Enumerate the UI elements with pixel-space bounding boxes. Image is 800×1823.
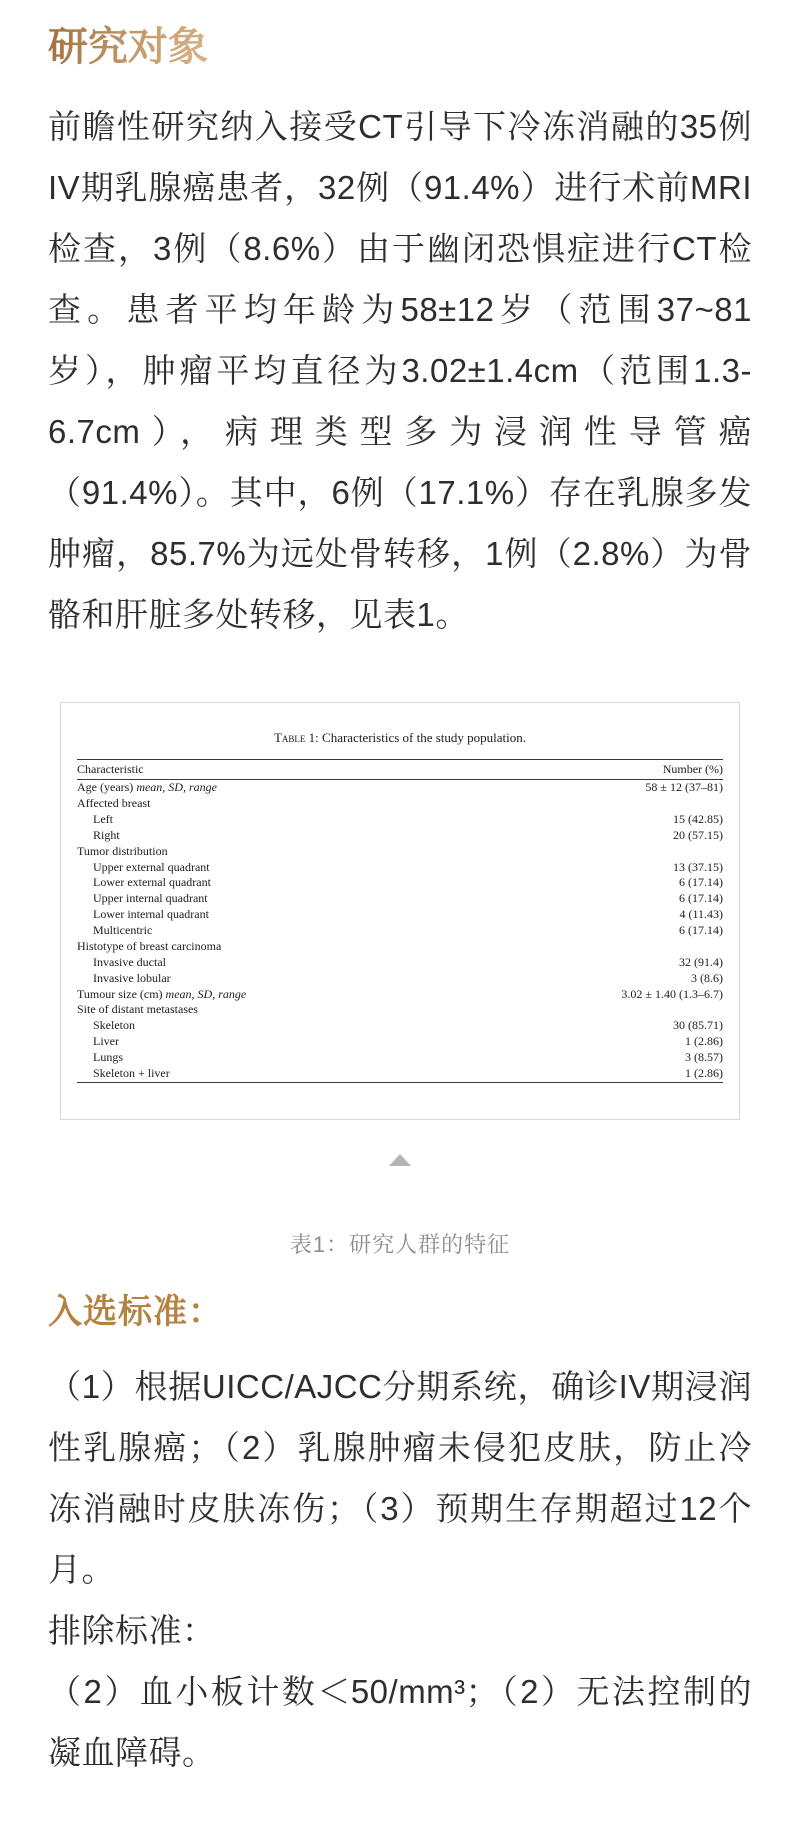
row-value: 15 (42.85) xyxy=(673,811,723,826)
table-row xyxy=(77,1034,723,1050)
row-label-italic: mean, SD, range xyxy=(165,986,247,1001)
table1-title-label: Table 1: xyxy=(273,730,319,745)
row-label: Lungs xyxy=(93,1050,123,1065)
column-header-characteristic: Characteristic xyxy=(77,760,481,780)
row-label: Upper external quadrant xyxy=(93,859,210,874)
table-body xyxy=(77,780,723,1083)
row-label: Affected breast xyxy=(77,796,151,811)
row-label: Invasive lobular xyxy=(93,970,171,985)
row-label: Right xyxy=(93,827,120,842)
table-row xyxy=(77,1050,723,1066)
row-label: Lower internal quadrant xyxy=(93,907,209,922)
row-value: 58 ± 12 (37–81) xyxy=(645,780,723,795)
row-label: Multicentric xyxy=(93,923,153,938)
row-value: 4 (11.43) xyxy=(679,907,723,922)
row-label: Invasive ductal xyxy=(93,954,166,969)
row-value: 3.02 ± 1.40 (1.3–6.7) xyxy=(621,986,723,1001)
row-value: 20 (57.15) xyxy=(673,827,723,842)
row-value: 6 (17.14) xyxy=(679,923,723,938)
table-row xyxy=(77,780,723,796)
row-label: Site of distant metastases xyxy=(77,1002,198,1017)
inclusion-criteria-paragraph: （1）根据UICC/AJCC分期系统，确诊IV期浸润性乳腺癌；（2）乳腺肿瘤未侵犯皮肤，防止冷冻消融时皮肤冻伤；（3）预期生存期超过12个月。 xyxy=(48,1367,752,1588)
exclusion-criteria-paragraph: （2）血小板计数＜50/mm³；（2）无法控制的凝血障碍。 xyxy=(48,1672,752,1771)
table-row xyxy=(77,859,723,875)
table-row xyxy=(77,939,723,955)
table-row xyxy=(77,891,723,907)
row-value: 6 (17.14) xyxy=(679,875,723,890)
table-row xyxy=(77,907,723,923)
exclusion-criteria-title: 排除标准： xyxy=(48,1611,216,1649)
row-label: Lower external quadrant xyxy=(93,875,211,890)
row-value: 3 (8.6) xyxy=(691,970,723,985)
row-label: Skeleton + liver xyxy=(93,1065,170,1080)
table1-title-text: Characteristics of the study population. xyxy=(318,730,527,745)
row-value xyxy=(481,844,723,860)
row-label-italic: mean, SD, range xyxy=(136,780,217,795)
row-value: 32 (91.4) xyxy=(679,954,723,969)
section-title-inclusion-criteria: 入选标准： xyxy=(48,1292,223,1331)
triangle-up-icon xyxy=(389,1154,411,1166)
row-value: 13 (37.15) xyxy=(673,859,723,874)
table-header xyxy=(77,760,723,780)
study-population-paragraph: 前瞻性研究纳入接受CT引导下冷冻消融的35例IV期乳腺癌患者，32例（91.4%）进行术前MRI检查，3例（8.6%）由于幽闭恐惧症进行CT检查。患者平均年龄为58±12岁（范围37~81岁），肿瘤平均直径为3.02±1.4cm（范围1.3-6.7cm），病理类型多为浸润性导管癌（91.4%）。其中，6例（17.1%）存在乳腺多发肿瘤，85.7%为远处骨转移，1例（2.8%）为骨骼和肝脏多处转移，见表1。 xyxy=(48,108,752,633)
row-value: 6 (17.14) xyxy=(679,891,723,906)
table-row xyxy=(77,986,723,1002)
table-row xyxy=(77,923,723,939)
row-value: 30 (85.71) xyxy=(673,1018,723,1033)
table-row xyxy=(77,1018,723,1034)
row-label: Tumour size (cm) mean, SD, range xyxy=(77,986,247,1001)
table-row xyxy=(77,844,723,860)
row-value xyxy=(481,796,723,812)
row-label: Left xyxy=(93,811,113,826)
table-row xyxy=(77,796,723,812)
table-row xyxy=(77,1066,723,1082)
table-row xyxy=(77,971,723,987)
table-row xyxy=(77,875,723,891)
row-label: Age (years) mean, SD, range xyxy=(77,780,217,795)
column-header-number: Number (%) xyxy=(481,760,723,780)
table-header-row xyxy=(77,760,723,780)
section-title-study-population: 研究对象 xyxy=(48,24,208,69)
table-row xyxy=(77,812,723,828)
row-value: 1 (2.86) xyxy=(685,1065,723,1080)
row-label: Tumor distribution xyxy=(77,843,168,858)
table-row xyxy=(77,828,723,844)
table1-figure-image xyxy=(60,702,740,1120)
row-value xyxy=(481,1002,723,1018)
row-value xyxy=(481,939,723,955)
table-row xyxy=(77,1002,723,1018)
row-label: Liver xyxy=(93,1034,119,1049)
row-value: 1 (2.86) xyxy=(685,1034,723,1049)
row-label: Upper internal quadrant xyxy=(93,891,208,906)
table-row xyxy=(77,955,723,971)
row-label: Skeleton xyxy=(93,1018,135,1033)
study-population-table xyxy=(77,759,723,1083)
table1-title xyxy=(77,731,723,745)
row-label: Histotype of breast carcinoma xyxy=(77,938,222,953)
table1-caption: 表1：研究人群的特征 xyxy=(289,1231,511,1257)
row-value: 3 (8.57) xyxy=(685,1050,723,1065)
